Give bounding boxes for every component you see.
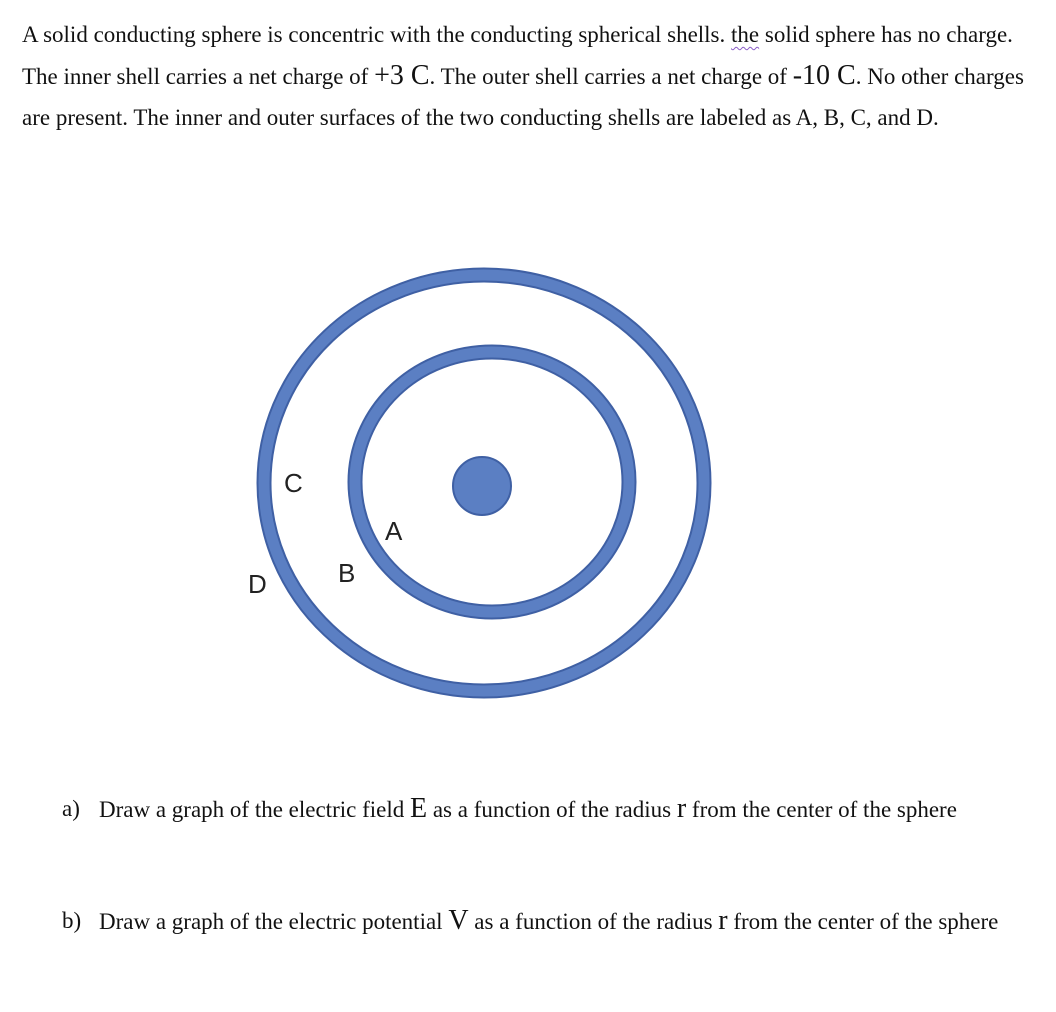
question-text: [99, 791, 999, 828]
label-B: B: [338, 558, 356, 588]
question-text-part: from the center of the sphere: [686, 797, 957, 822]
problem-text-line1b: solid sphere has: [759, 22, 912, 47]
problem-statement: [22, 14, 1032, 138]
question-marker: b): [62, 908, 82, 933]
label-D: D: [248, 569, 267, 599]
potential-symbol: V: [448, 905, 469, 936]
question-text-part: as a function of the radius: [427, 797, 677, 822]
concentric-spheres-diagram: [230, 250, 750, 720]
outer-shell-charge: -10 C: [792, 60, 856, 91]
problem-text-line1a: A solid conducting sphere is concentric with the conducting spherical shells.: [22, 22, 732, 47]
problem-text-line2b: . The outer shell carries a net charge of: [429, 64, 787, 89]
inner-shell-charge: +3 C: [374, 60, 430, 91]
solid-sphere: [453, 457, 511, 515]
label-A: A: [385, 516, 403, 546]
problem-text-line3: . No other charges are present. The inner and outer surfaces of the two conducting shells: [22, 64, 1024, 130]
question-marker: a): [62, 796, 80, 821]
problem-text-line4: are labeled as A, B, C, and D.: [666, 105, 939, 130]
question-text: [99, 903, 999, 940]
question-text-part: Draw a graph of the electric potential: [99, 909, 449, 934]
question-text-part: Draw a graph of the electric field: [99, 797, 410, 822]
radius-symbol: r: [676, 793, 687, 824]
radius-symbol: r: [718, 905, 728, 936]
problem-text-line2a: no charge. The inner shell carries a net charge of: [22, 22, 1013, 89]
field-symbol: E: [409, 793, 428, 824]
question-text-part: from the center of the sphere: [727, 909, 999, 934]
question-text-part: as a function of the radius: [468, 909, 719, 934]
label-C: C: [284, 468, 303, 498]
spellcheck-word: the: [731, 22, 760, 47]
question-a: [62, 791, 1002, 871]
question-b: [62, 903, 1002, 983]
